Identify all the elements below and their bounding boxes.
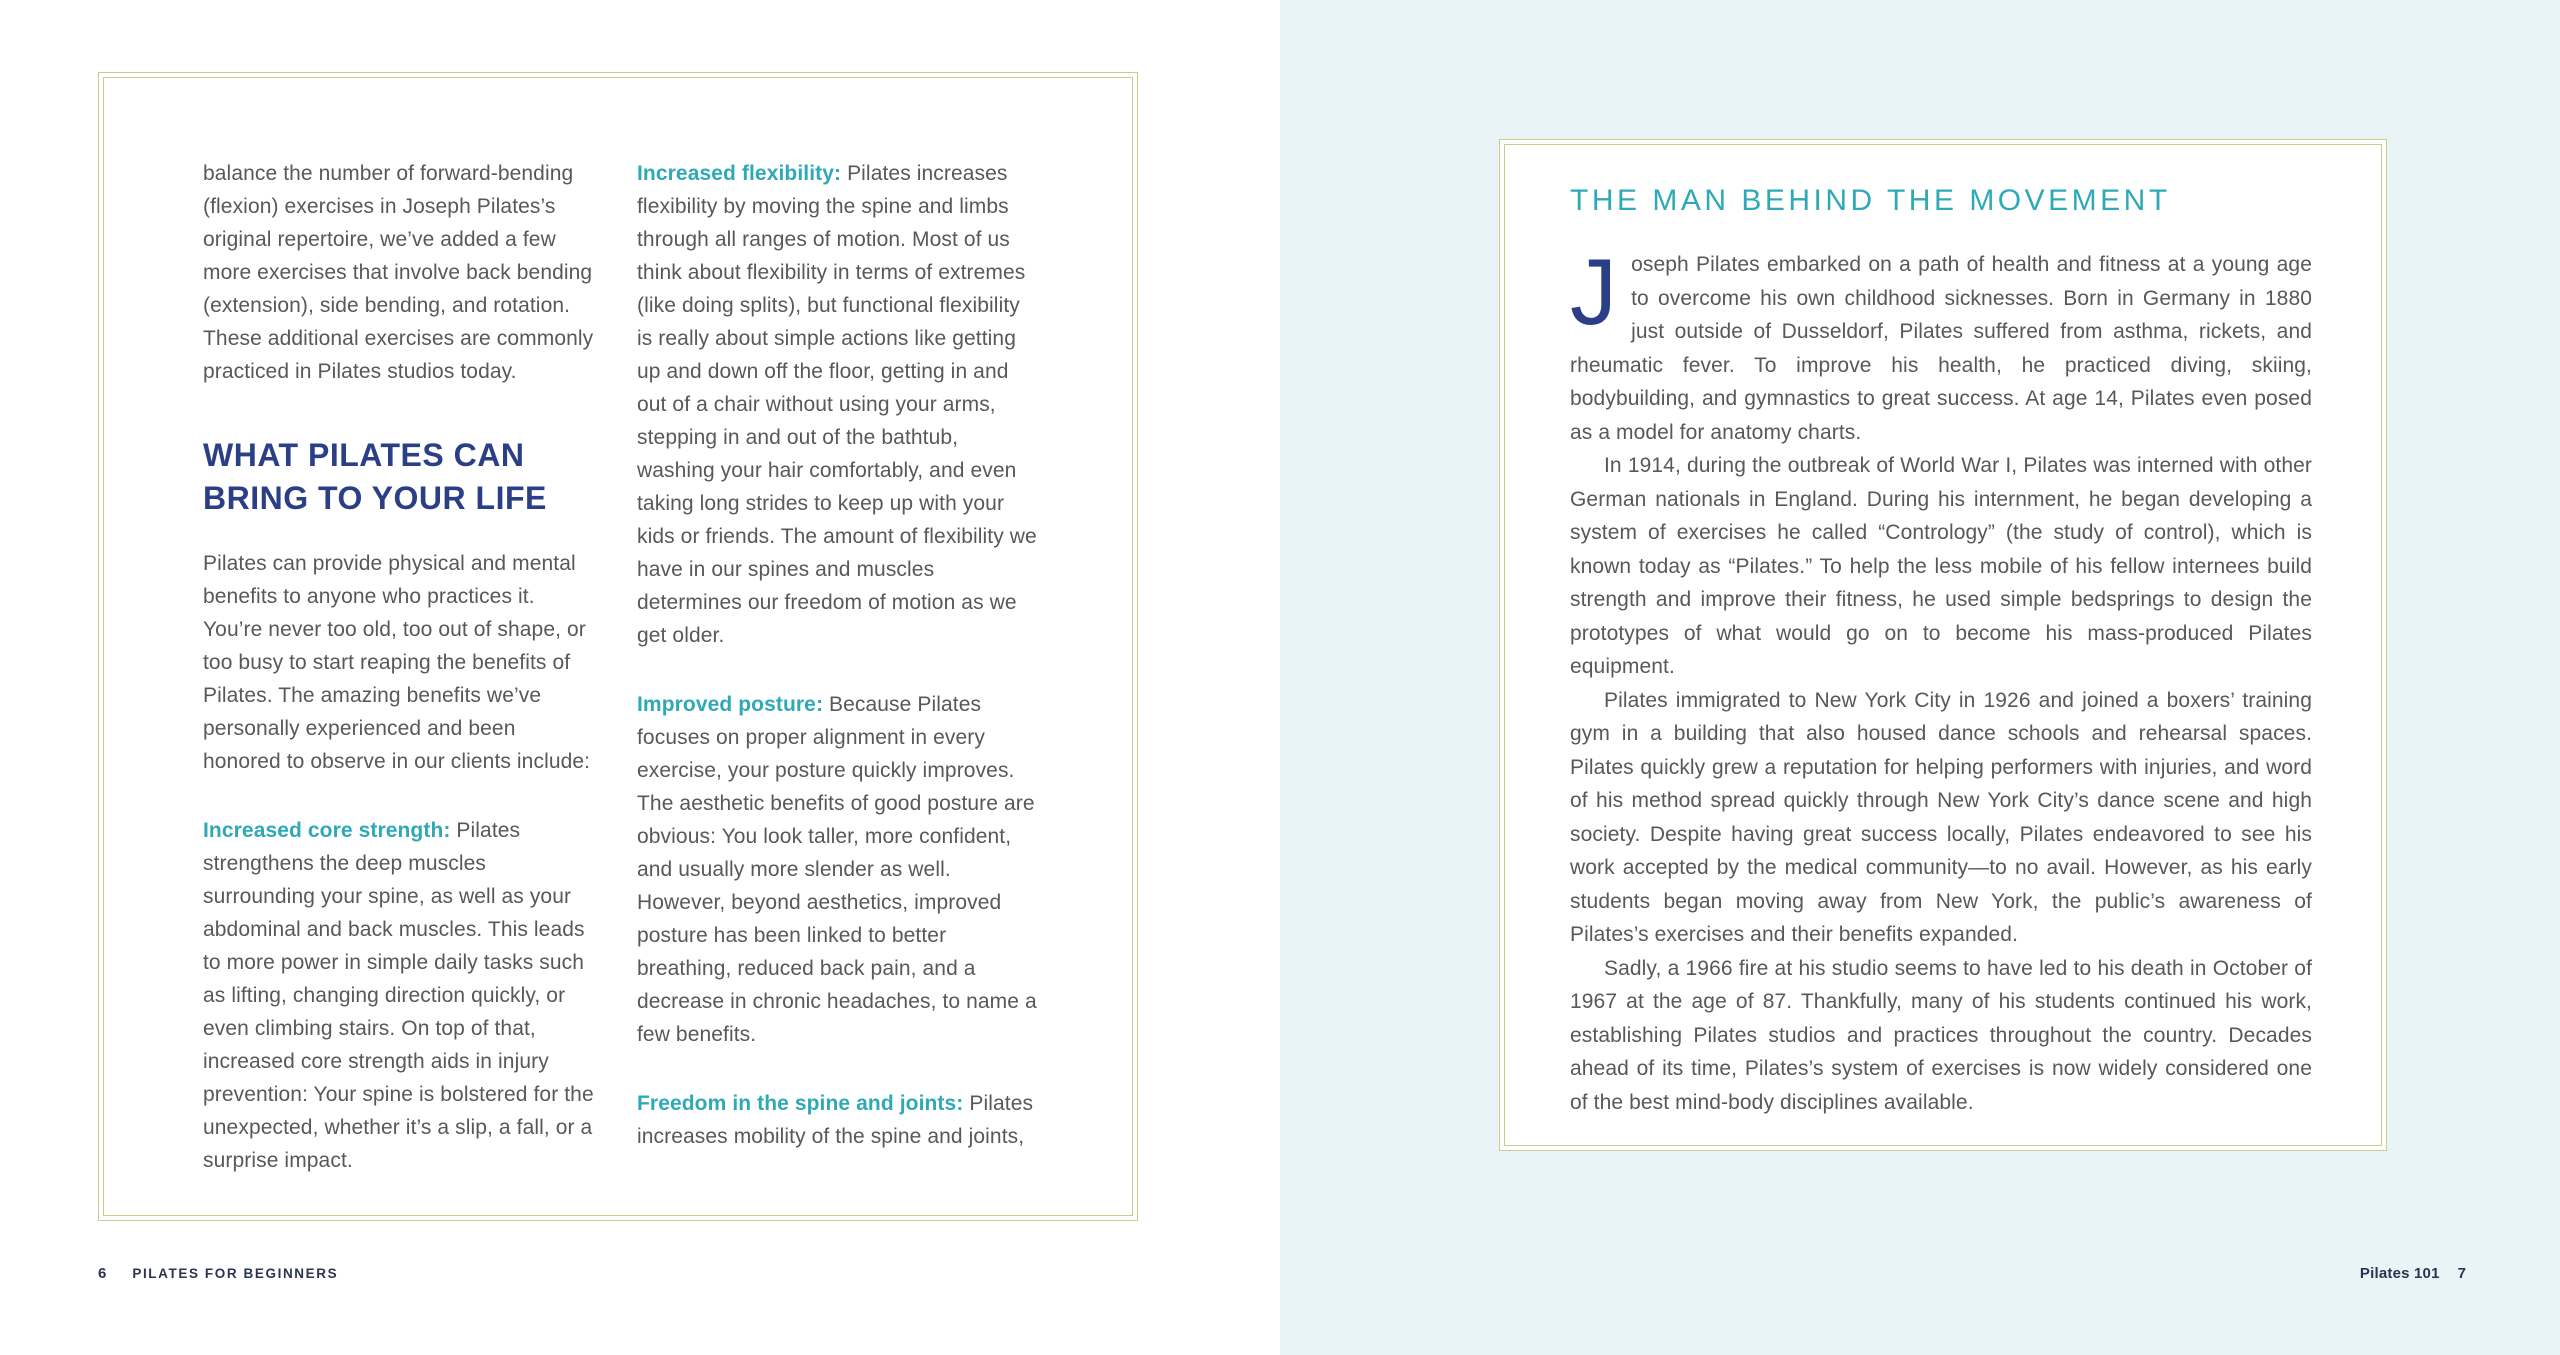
sidebar-box — [1499, 139, 2387, 1151]
left-column-1 — [203, 157, 595, 1220]
benefit-label: Increased core strength: — [203, 819, 451, 842]
benefit-text: Because Pilates focuses on proper alignment in every exercise, your posture quickly improves. The aesthetic benefits of good posture are obvious: You look taller, more confident, and usually more slender as well. However, beyond aesthetics, improved posture has been linked to better breathing, reduced back pain, and a decrease in chronic headaches, to name a few benefits. — [637, 693, 1037, 1046]
benefits-intro-paragraph: Pilates can provide physical and mental benefits to anyone who practices it. You’re never too old, too out of shape, or too busy to start reaping the benefits of Pilates. The amazing benefits we’ve personally experienced and been honored to observe in our clients include: — [203, 552, 591, 773]
benefit-text: Pilates increases mobility of the spine and joints, — [637, 1092, 1034, 1148]
benefit-text: Pilates increases flexibility by moving the spine and limbs through all ranges of motion. Most of us think about flexibility in terms of extremes (like doing splits), but functional flexibility is really about simple actions like getting up and down off the floor, getting in and out of a chair without using your arms, stepping in and out of the bathtub, washing your hair comfortably, and even taking long strides to keep up with your kids or friends. The amount of flexibility we have in our spines and muscles determines our freedom of motion as we get older. — [637, 162, 1037, 647]
running-title-chapter: Pilates 101 — [2359, 1265, 2440, 1282]
left-page-columns — [99, 73, 1137, 1220]
intro-paragraph: balance the number of forward-bending (flexion) exercises in Joseph Pilates’s original repertoire, we’ve added a few more exercises that involve back bending (extension), side bending, and rotation. These additional exercises are commonly practiced in Pilates studios today. — [203, 162, 594, 383]
page-right — [1280, 0, 2560, 1355]
left-footer — [98, 1265, 338, 1282]
right-footer — [2360, 1265, 2466, 1282]
benefit-text: Pilates strengthens the deep muscles surrounding your spine, as well as your abdominal and back muscles. This leads to more power in simple daily tasks such as lifting, changing direction quickly, or even climbing stairs. On top of that, increased core strength aids in injury prevention: Your spine is bolstered for the unexpected, whether it’s a slip, a fall, or a surprise impact. — [203, 819, 594, 1172]
benefit-paragraph — [203, 814, 595, 1177]
drop-cap: J — [1570, 239, 1618, 344]
sidebar-box-content — [1500, 140, 2386, 1150]
benefit-paragraph — [637, 1087, 1037, 1153]
left-page-frame — [98, 72, 1138, 1221]
sidebar-paragraph-1 — [1570, 239, 2312, 449]
benefit-paragraph — [637, 157, 1037, 652]
benefit-label: Freedom in the spine and joints: — [637, 1092, 964, 1115]
running-title-book: PILATES FOR BEGINNERS — [132, 1266, 339, 1281]
sidebar-paragraph-4: Sadly, a 1966 fire at his studio seems to have led to his death in October of 1967 at the age of 87. Thankfully, many of his students continued his work, establishing Pilates studios and practices throughout the country. Decades ahead of its time, Pilates’s system of exercises is now widely considered one of the best mind-body disciplines available. — [1570, 956, 2312, 1114]
page-number-right: 7 — [2457, 1265, 2466, 1282]
benefit-label: Improved posture: — [637, 693, 824, 716]
sidebar-paragraph-3: Pilates immigrated to New York City in 1926 and joined a boxers’ training gym in a building that also housed dance schools and rehearsal spaces. Pilates quickly grew a reputation for helping performers with injuries, and word of his method spread quickly through New York City’s dance scene and high society. Despite having great success locally, Pilates endeavored to see his work accepted by the medical community—to no avail. However, as his early students began moving away from New York, the public’s awareness of Pilates’s exercises and their benefits expanded. — [1570, 688, 2312, 946]
benefit-label: Increased flexibility: — [637, 162, 842, 185]
section-heading: WHAT PILATES CAN BRING TO YOUR LIFE — [203, 437, 547, 516]
paragraph-text: oseph Pilates embarked on a path of health and fitness at a young age to overcome his own childhood sicknesses. Born in Germany in 1880 just outside of Dusseldorf, Pilates suffered from asthma, rickets, and rheumatic fever. To improve his health, he practiced diving, skiing, bodybuilding, and gymnastics to great success. At age 14, Pilates even posed as a model for anatomy charts. — [1570, 253, 2312, 444]
left-column-2 — [637, 157, 1037, 1220]
sidebar-heading: THE MAN BEHIND THE MOVEMENT — [1570, 184, 2171, 217]
sidebar-paragraph-2: In 1914, during the outbreak of World War I, Pilates was interned with other German nationals in England. During his internment, he began developing a system of exercises he called “Contrology” (the study of control), which is known today as “Pilates.” To help the less mobile of his fellow internees build strength and improve their fitness, he used simple bedsprings to design the prototypes of what would go on to become his mass-produced Pilates equipment. — [1570, 454, 2312, 678]
benefit-paragraph — [637, 688, 1037, 1051]
page-number-left: 6 — [98, 1265, 107, 1282]
